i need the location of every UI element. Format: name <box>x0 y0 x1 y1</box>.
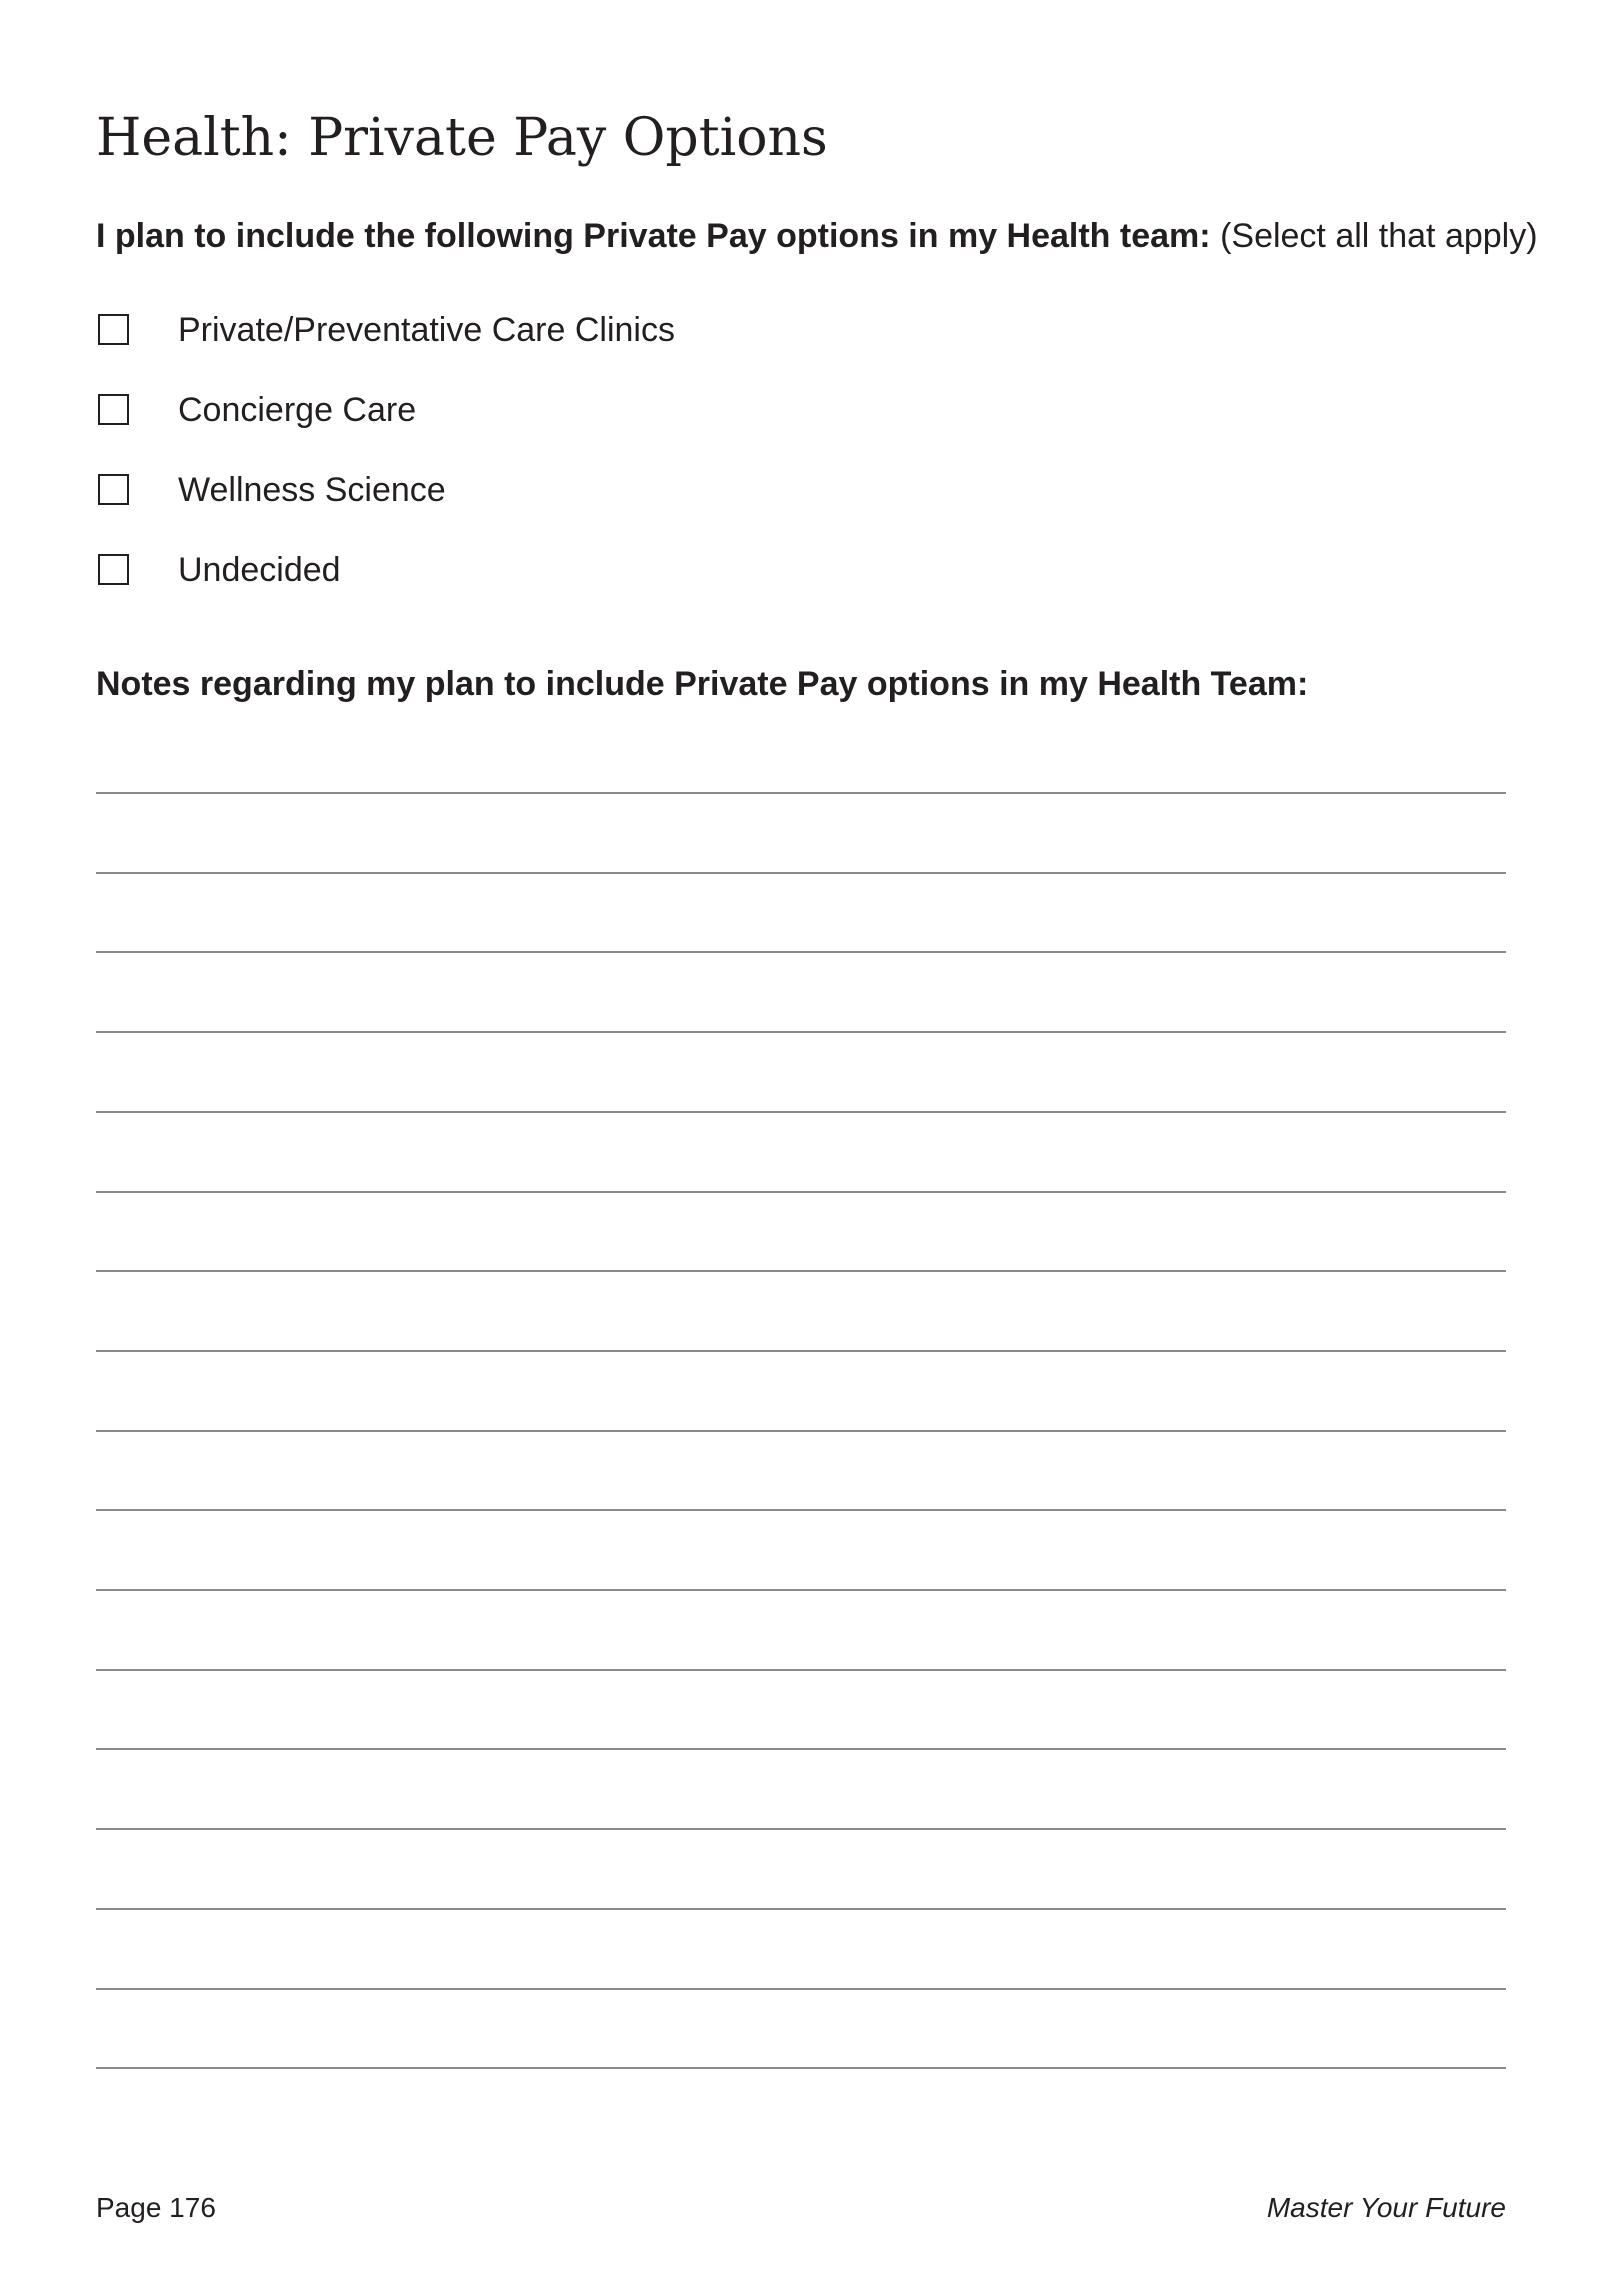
note-line <box>96 1669 1506 1671</box>
option-wellness-science[interactable] <box>96 464 996 544</box>
notes-heading: Notes regarding my plan to include Private Pay options in my Health Team: <box>96 665 1309 703</box>
checkbox[interactable] <box>98 394 129 425</box>
note-line <box>96 1988 1506 1990</box>
checkbox[interactable] <box>98 554 129 585</box>
note-line <box>96 1111 1506 1113</box>
page-number: Page 176 <box>96 2192 216 2223</box>
checkbox[interactable] <box>98 474 129 505</box>
page-title: Health: Private Pay Options <box>96 108 828 168</box>
prompt-bold-text: I plan to include the following Private Pay options in my Health team: <box>96 217 1211 255</box>
note-line <box>96 951 1506 953</box>
note-line <box>96 1430 1506 1432</box>
note-line <box>96 792 1506 794</box>
option-label: Undecided <box>178 551 341 589</box>
option-undecided[interactable] <box>96 544 996 624</box>
option-label: Concierge Care <box>178 391 417 429</box>
options-list <box>96 304 996 624</box>
option-concierge-care[interactable] <box>96 384 996 464</box>
selection-prompt <box>96 214 1538 258</box>
option-private-preventative-care-clinics[interactable] <box>96 304 996 384</box>
note-line <box>96 1509 1506 1511</box>
note-line <box>96 2067 1506 2069</box>
note-line <box>96 1828 1506 1830</box>
prompt-instruction: (Select all that apply) <box>1220 217 1538 255</box>
note-line <box>96 1270 1506 1272</box>
option-label: Wellness Science <box>178 471 446 509</box>
note-line <box>96 1350 1506 1352</box>
note-line <box>96 1589 1506 1591</box>
book-title: Master Your Future <box>1266 2192 1506 2223</box>
checkbox[interactable] <box>98 314 129 345</box>
note-line <box>96 1031 1506 1033</box>
option-label: Private/Preventative Care Clinics <box>178 311 675 349</box>
note-line <box>96 1748 1506 1750</box>
note-line <box>96 1908 1506 1910</box>
note-line <box>96 872 1506 874</box>
note-line <box>96 1191 1506 1193</box>
